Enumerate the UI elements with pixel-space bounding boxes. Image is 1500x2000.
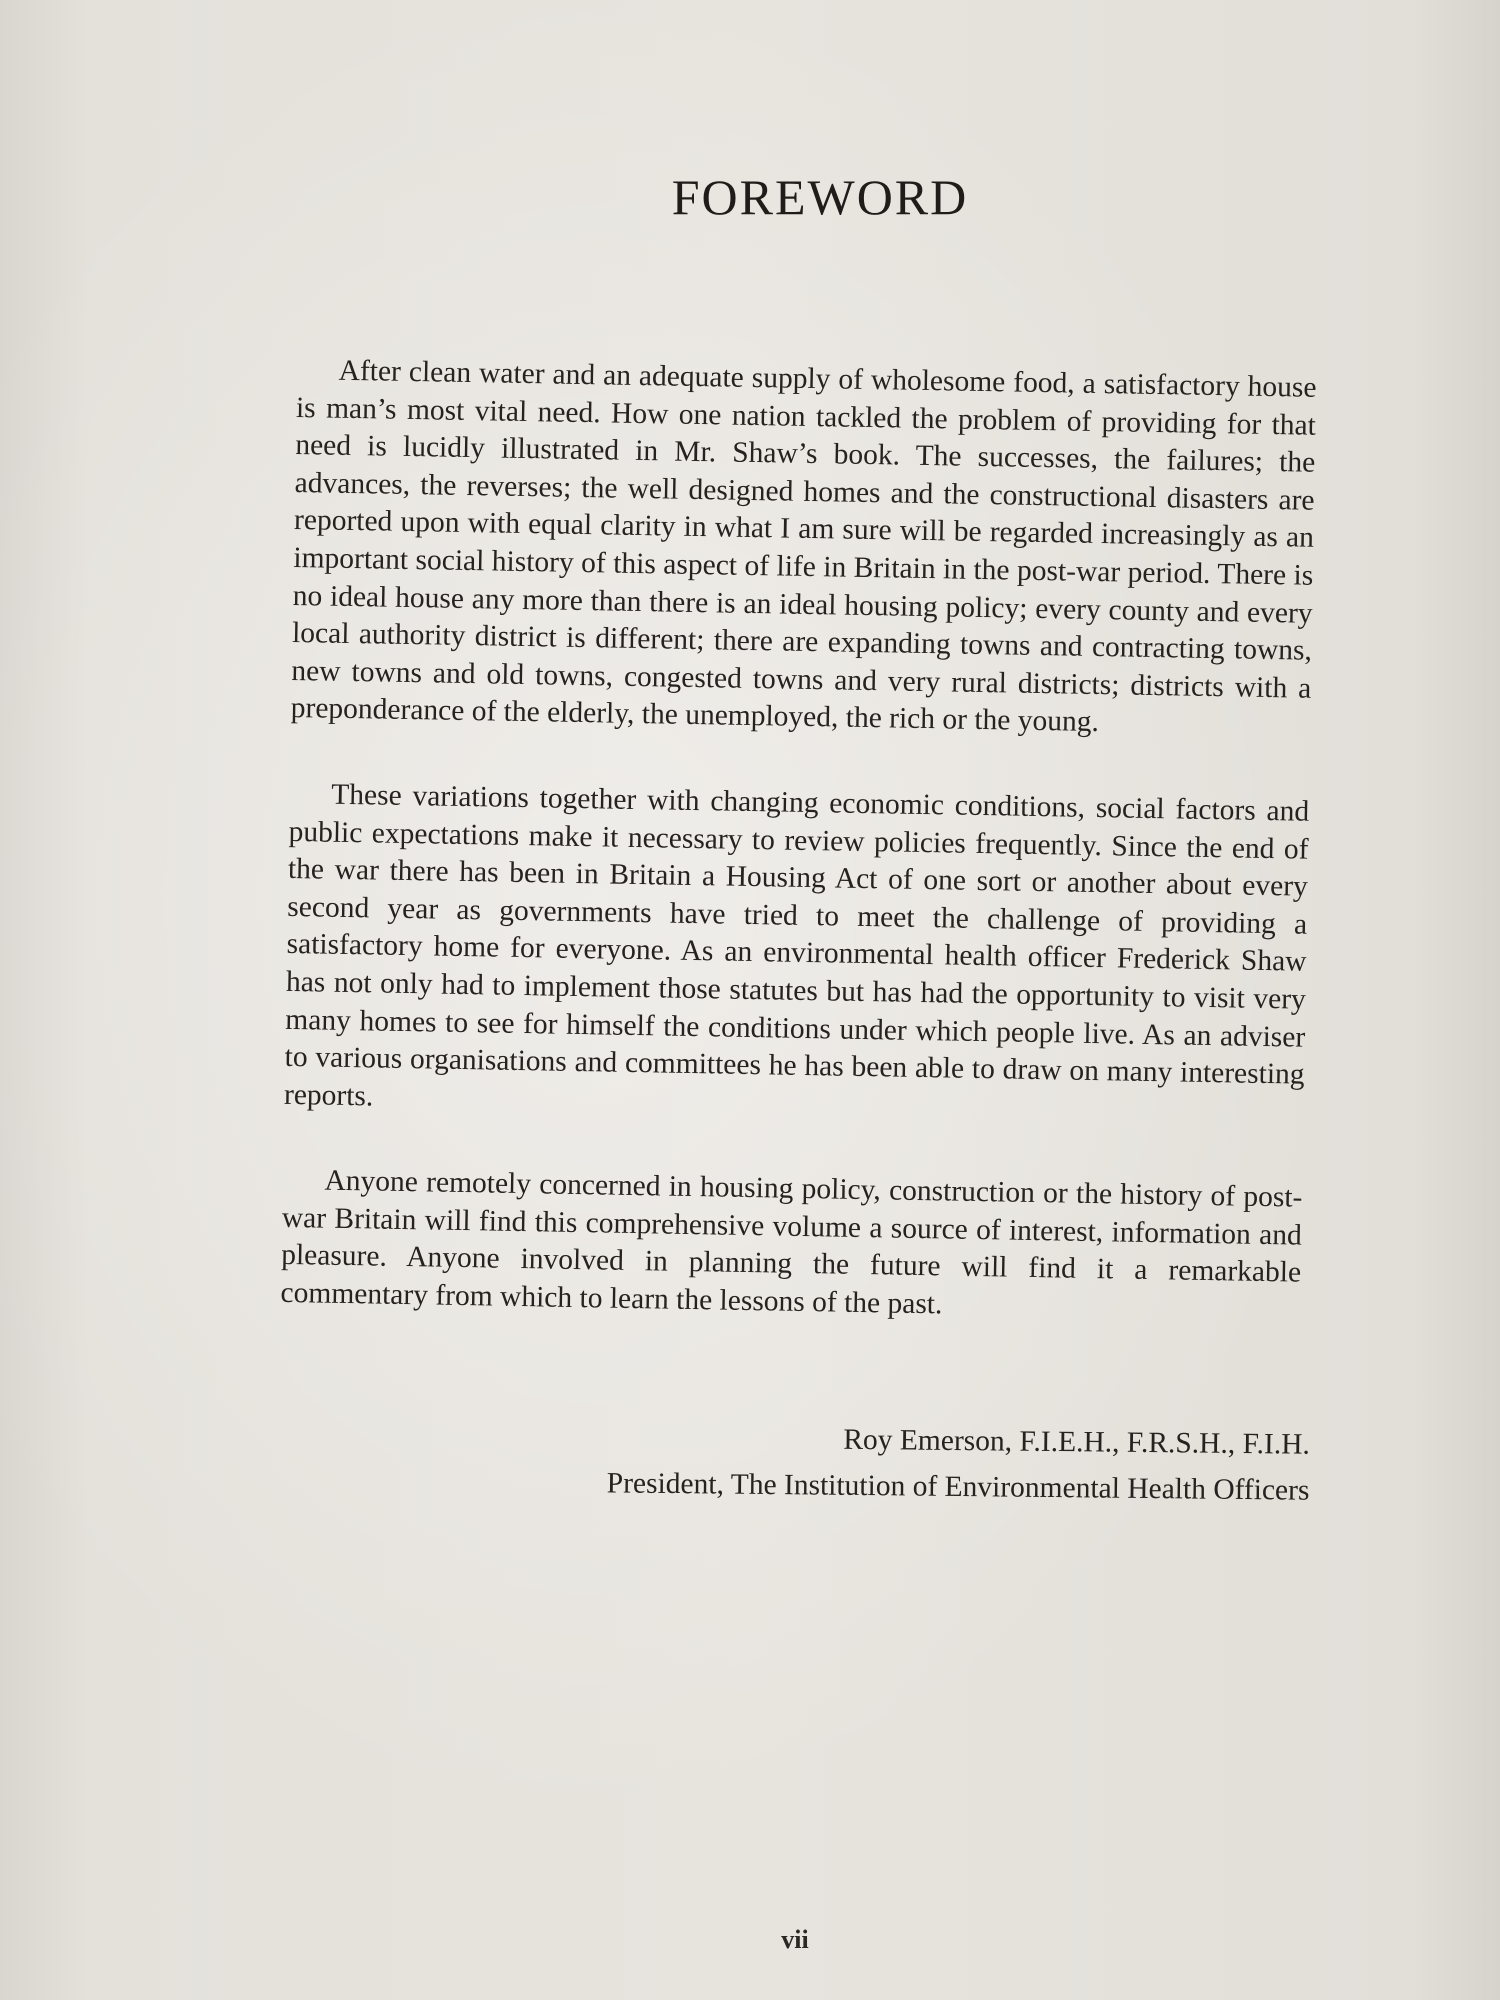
page-number: vii <box>781 1925 809 1954</box>
paragraph-1: After clean water and an adequate supply of wholesome food, a satisfactory house is man’s most vital need. How one nation tackled the problem of providing for that need is lucidly illustrated in Mr. Shaw’s book. The successes, the failures; the advances, the reverses; the well designed homes and the constructional disasters are reported upon with equal clarity in what I am sure will be regarded increasingly as an important social history of this aspect of life in Britain in the post-war period. There is no ideal house any more than there is an ideal housing policy; every county and every local authority district is different; there are expanding towns and contracting towns, new towns and old towns, congested towns and very rural districts; districts with a preponderance of the elderly, the unemployed, the rich or the young. <box>290 354 1317 739</box>
foreword-body <box>279 352 1316 1378</box>
author-name: Roy Emerson, F.I.E.H., F.R.S.H., F.I.H. <box>843 1423 1311 1461</box>
signature-block <box>607 1414 1311 1513</box>
author-position: President, The Institution of Environmental Health Officers <box>606 1467 1310 1507</box>
page-title: FOREWORD <box>671 169 969 225</box>
paragraph-3: Anyone remotely concerned in housing policy, construction or the history of post-war Britain will find this comprehensive volume a source of interest, information and pleasure. Anyone involved in planning the future will find it a remarkable commentary from which to learn the lessons of the past. <box>280 1164 1303 1321</box>
paragraph-2: These variations together with changing economic conditions, social factors and public expectations make it necessary to review policies frequently. Since the end of the war there has been in Britain a Housing Act of one sort or another about every second year as governments have tried to meet the challenge of providing a satisfactory home for everyone. As an environmental health officer Frederick Shaw has not only had to implement those statutes but has had the opportunity to visit very many homes to see for himself the conditions under which people live. As an adviser to various organisations and committees he has been able to draw on many interesting reports. <box>283 778 1310 1113</box>
